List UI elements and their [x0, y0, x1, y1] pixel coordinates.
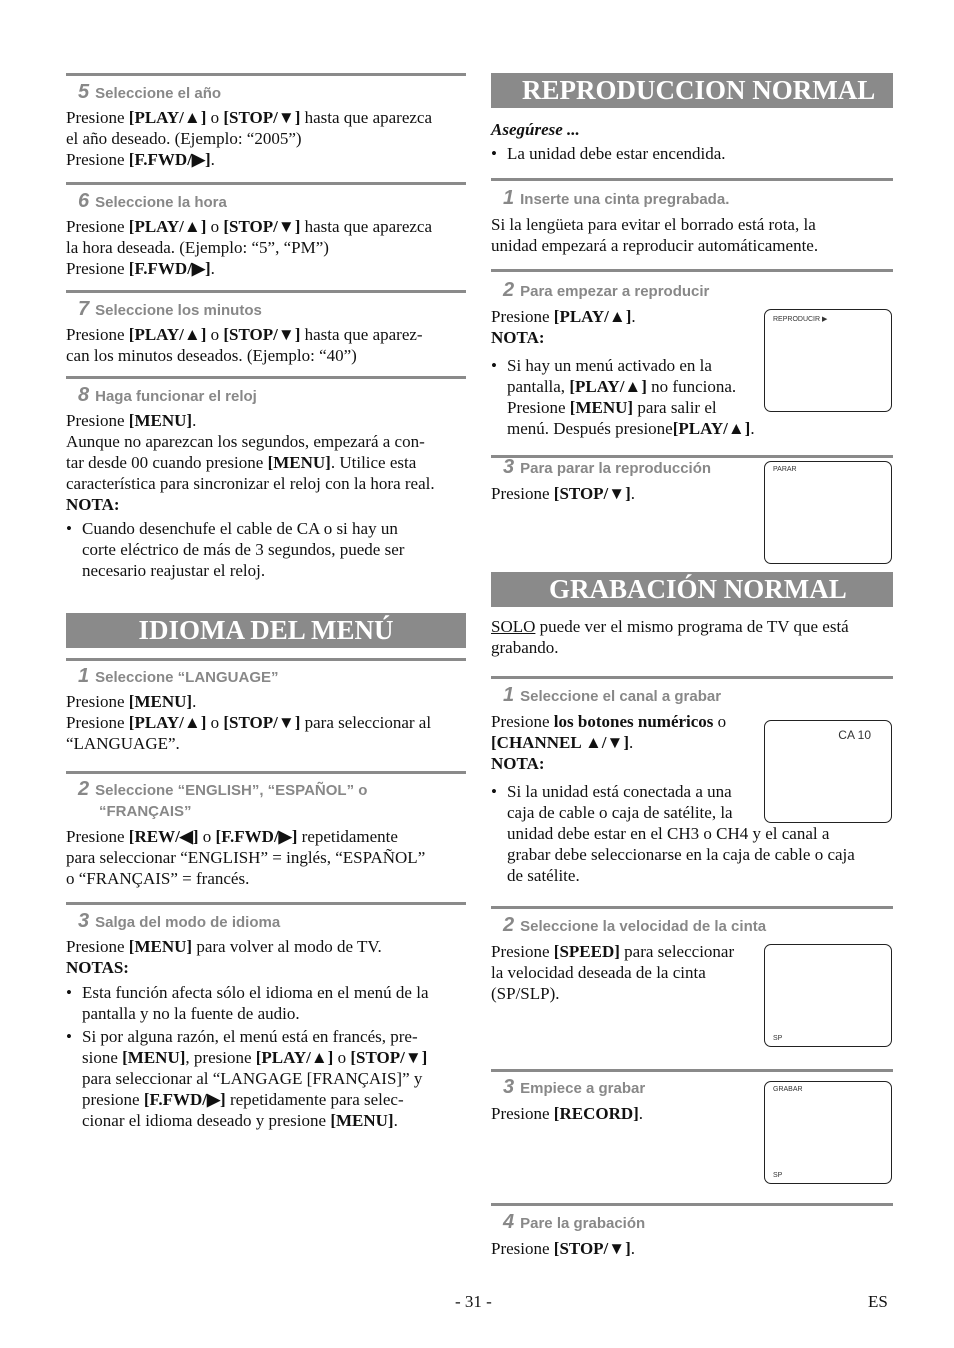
step-7-heading: 7 Seleccione los minutos: [78, 298, 262, 320]
divider: [491, 676, 893, 679]
divider: [491, 906, 893, 909]
divider: [66, 376, 466, 379]
grab-step-1-text: Presione los botones numéricos o [CHANNEL ▲/▼]. NOTA:: [491, 712, 727, 773]
step-7-text: Presione [PLAY/▲] o [STOP/▼] hasta que aparez- can los minutos deseados. (Ejemplo: “40”): [66, 325, 423, 365]
grab-step-2-heading: 2 Seleccione la velocidad de la cinta: [503, 914, 767, 936]
idioma-banner: IDIOMA DEL MENÚ: [66, 613, 466, 648]
solo-text: SOLO puede ver el mismo programa de TV que está grabando.: [491, 617, 849, 657]
step-8-heading: 8 Haga funcionar el reloj: [78, 384, 257, 406]
idioma-step-2-text: Presione [REW/◀] o [F.FWD/▶] repetidamente para seleccionar “ENGLISH” = inglés, “ESPAÑOL” o “FRANÇAIS” = francés.: [66, 827, 426, 888]
divider: [66, 771, 466, 774]
idioma-step-3-heading: 3 Salga del modo de idioma: [78, 910, 281, 932]
grab-step-4-heading: 4 Pare la grabación: [503, 1211, 646, 1233]
idioma-note-bullet-1: • Esta función afecta sólo el idioma en el menú de la pantalla y no la fuente de audio.: [66, 983, 429, 1023]
step-8-note-bullet: • Cuando desenchufe el cable de CA o si hay un corte eléctrico de más de 3 segundos, puede ser necesario reajustar el reloj.: [66, 519, 405, 580]
idioma-step-1-heading: 1 Seleccione “LANGUAGE”: [78, 665, 279, 687]
screen-label: REPRODUCIR ▶: [773, 316, 828, 323]
divider: [66, 290, 466, 293]
repro-step-3-heading: 3 Para parar la reproducción: [503, 456, 712, 478]
screen-speed-label: SP: [773, 1172, 783, 1179]
grab-step-3-text: Presione [RECORD].: [491, 1104, 644, 1123]
step-6-text: Presione [PLAY/▲] o [STOP/▼] hasta que aparezca la hora deseada. (Ejemplo: “5”, “PM”) Presione [F.FWD/▶].: [66, 217, 433, 278]
divider: [66, 182, 466, 185]
divider: [491, 269, 893, 272]
page-number: - 31 -: [455, 1292, 492, 1311]
repro-step-2-text: Presione [PLAY/▲]. NOTA:: [491, 307, 636, 347]
repro-step-2-note-bullet: • Si hay un menú activado en la pantalla, [PLAY/▲] no funciona. Presione [MENU] para salir el menú. Después presione[PLAY/▲].: [491, 356, 755, 438]
idioma-step-2-heading: 2 Seleccione “ENGLISH”, “ESPAÑOL” o “FRANÇAIS”: [78, 778, 368, 820]
repro-step-1-text: Si la lengüeta para evitar el borrado está rota, la unidad empezará a reproducir automáticamente.: [491, 215, 819, 255]
grab-step-3-heading: 3 Empiece a grabar: [503, 1076, 646, 1098]
repro-step-2-heading: 2 Para empezar a reproducir: [503, 279, 710, 301]
grab-step-1-heading: 1 Seleccione el canal a grabar: [503, 684, 722, 706]
idioma-step-1-text: Presione [MENU]. Presione [PLAY/▲] o [STOP/▼] para seleccionar al “LANGUAGE”.: [66, 692, 432, 753]
divider: [66, 73, 466, 76]
step-6-heading: 6 Seleccione la hora: [78, 190, 227, 212]
reproduccion-banner: REPRODUCCION NORMAL: [491, 73, 893, 108]
language-code: ES: [868, 1292, 888, 1311]
grab-step-2-text: Presione [SPEED] para seleccionar la velocidad deseada de la cinta (SP/SLP).: [491, 942, 735, 1003]
tv-screen-reproducir: [764, 309, 892, 412]
tv-screen-speed: [764, 944, 892, 1047]
grab-step-4-text: Presione [STOP/▼].: [491, 1239, 636, 1258]
screen-label: GRABAR: [773, 1086, 803, 1093]
idioma-step-3-text: Presione [MENU] para volver al modo de TV. NOTAS:: [66, 937, 382, 977]
repro-step-3-text: Presione [STOP/▼].: [491, 484, 636, 503]
tv-screen-channel: [764, 720, 892, 823]
idioma-note-bullet-2: • Si por alguna razón, el menú está en francés, pre- sione [MENU], presione [PLAY/▲] o [STOP/▼] para seleccionar al “LANGAGE [FRANÇAIS]” y presione [F.FWD/▶] repetidamente para selec- cionar el idioma deseado y presione [MENU].: [66, 1027, 428, 1130]
asegurese-bullet: • La unidad debe estar encendida.: [491, 144, 726, 163]
tv-screen-parar: [764, 461, 892, 564]
screen-label: CA 10: [838, 728, 871, 742]
divider: [491, 178, 893, 181]
step-8-text: Presione [MENU]. Aunque no aparezcan los segundos, empezará a con- tar desde 00 cuando presione [MENU]. Utilice esta característica para sincronizar el reloj con la hora real. NOTA:: [66, 411, 435, 514]
divider: [66, 658, 466, 661]
grabacion-banner: GRABACIÓN NORMAL: [491, 572, 893, 607]
divider: [491, 1203, 893, 1206]
step-5-heading: 5 Seleccione el año: [78, 81, 222, 103]
divider: [491, 1069, 893, 1072]
divider: [66, 902, 466, 905]
grab-step-1-note-bullet: • Si la unidad está conectada a una caja de cable o caja de satélite, la unidad debe estar en el CH3 o CH4 y el canal a grabar debe seleccionarse en la caja de cable o caja de satélite.: [491, 782, 855, 885]
repro-step-1-heading: 1 Inserte una cinta pregrabada.: [503, 187, 730, 209]
screen-label: PARAR: [773, 466, 797, 473]
step-5-text: Presione [PLAY/▲] o [STOP/▼] hasta que aparezca el año deseado. (Ejemplo: “2005”) Presione [F.FWD/▶].: [66, 108, 433, 169]
asegurese-label: Asegúrese ...: [491, 120, 580, 139]
tv-screen-grabar: [764, 1081, 892, 1184]
screen-label: SP: [773, 1035, 783, 1042]
